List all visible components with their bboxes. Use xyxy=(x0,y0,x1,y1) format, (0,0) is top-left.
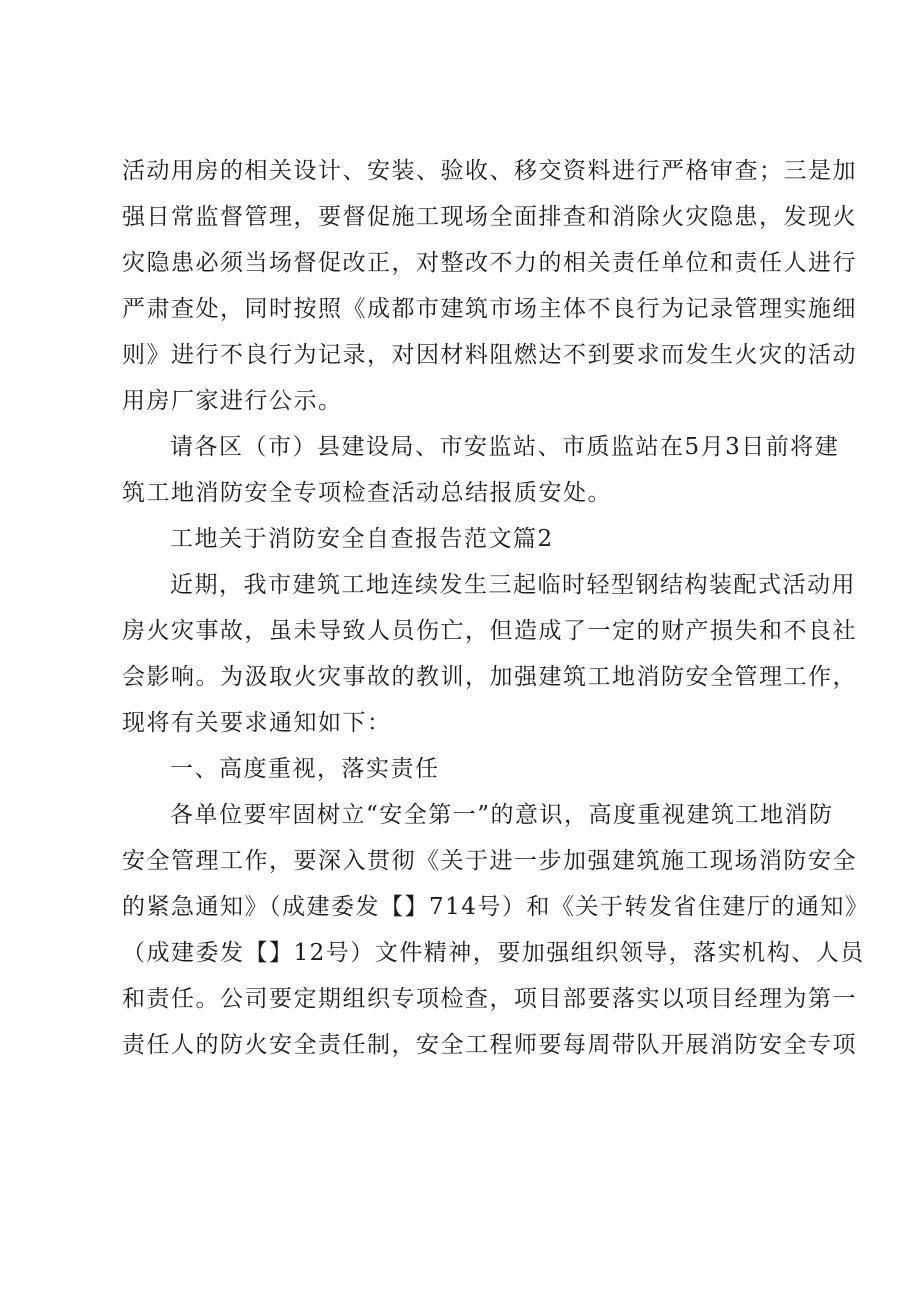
text-line: （成建委发【】12号）文件精神，要加强组织领导，落实机构、人员 xyxy=(122,940,865,966)
text-line: 安全管理工作，要深入贯彻《关于进一步加强建筑施工现场消防安全 xyxy=(122,848,857,874)
text-line: 会影响。为汲取火灾事故的教训，加强建筑工地消防安全管理工作， xyxy=(122,664,857,690)
text-line: 活动用房的相关设计、安装、验收、移交资料进行严格审查；三是加 xyxy=(122,158,857,184)
subsection-heading: 一、高度重视，落实责任 xyxy=(170,756,440,782)
text-line: 现将有关要求通知如下： xyxy=(122,710,392,736)
text-line: 用房厂家进行公示。 xyxy=(122,388,343,414)
text-line: 强日常监督管理，要督促施工现场全面排查和消除火灾隐患，发现火 xyxy=(122,204,857,230)
text-line: 则》进行不良行为记录，对因材料阻燃达不到要求而发生火灾的活动 xyxy=(122,342,857,368)
paragraph-start: 各单位要牢固树立“安全第一”的意识，高度重视建筑工地消防 xyxy=(170,802,834,828)
section-heading: 工地关于消防安全自查报告范文篇2 xyxy=(170,526,554,552)
paragraph-start: 请各区（市）县建设局、市安监站、市质监站在5月3日前将建 xyxy=(170,434,840,460)
paragraph-start: 近期，我市建筑工地连续发生三起临时轻型钢结构装配式活动用 xyxy=(170,572,856,598)
text-line: 的紧急通知》（成建委发【】714号）和《关于转发省住建厅的通知》 xyxy=(122,894,870,920)
text-line: 房火灾事故，虽未导致人员伤亡，但造成了一定的财产损失和不良社 xyxy=(122,618,857,644)
text-line: 筑工地消防安全专项检查活动总结报质安处。 xyxy=(122,480,612,506)
text-line: 灾隐患必须当场督促改正，对整改不力的相关责任单位和责任人进行 xyxy=(122,250,857,276)
document-body xyxy=(122,158,870,1078)
text-line: 和责任。公司要定期组织专项检查，项目部要落实以项目经理为第一 xyxy=(122,986,857,1012)
text-line: 责任人的防火安全责任制，安全工程师要每周带队开展消防安全专项 xyxy=(122,1032,857,1058)
text-line: 严肃查处，同时按照《成都市建筑市场主体不良行为记录管理实施细 xyxy=(122,296,857,322)
